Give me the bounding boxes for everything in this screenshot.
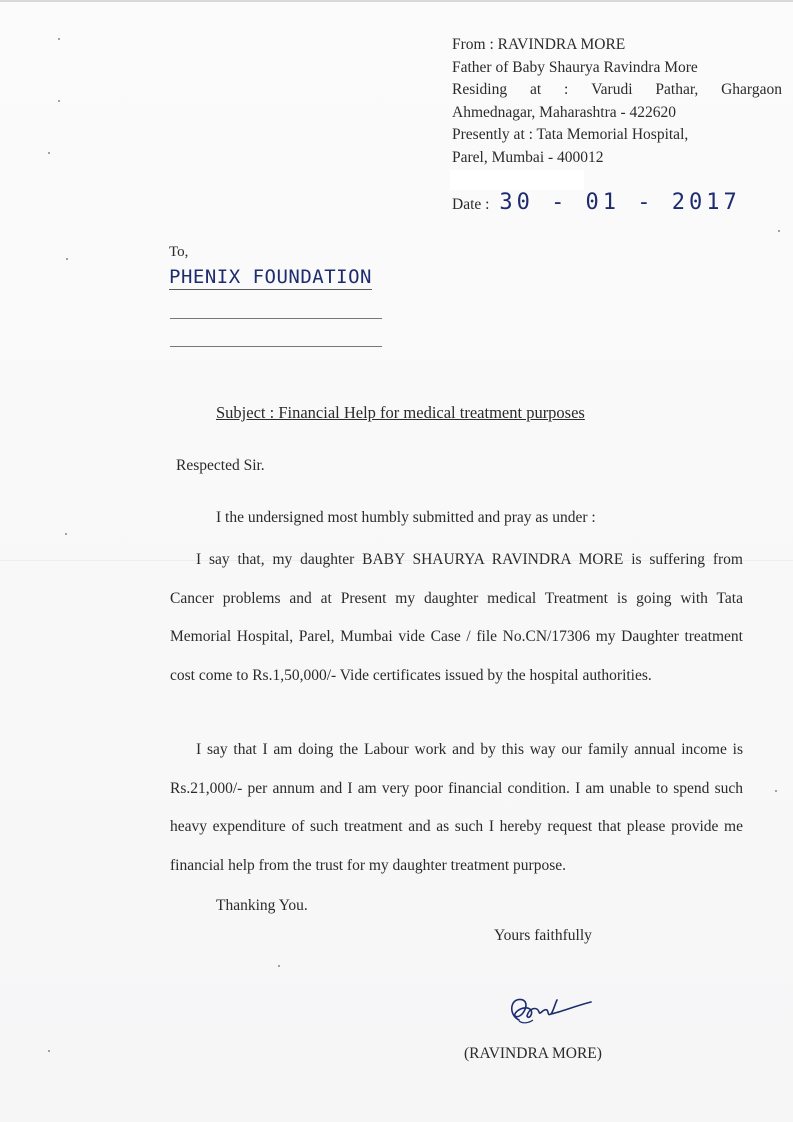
sender-residing-line [452, 79, 782, 102]
scan-speck [65, 533, 67, 535]
scan-speck [778, 230, 780, 232]
sender-presently-line: Presently at : Tata Memorial Hospital, [452, 126, 689, 143]
redacted-area [450, 170, 584, 190]
scan-speck [66, 258, 68, 260]
sender-relation-line: Father of Baby Shaurya Ravindra More [452, 58, 698, 76]
sender-address-block [452, 34, 782, 169]
recipient-blank-line [170, 346, 382, 347]
residing-word: Pathar, [655, 81, 699, 98]
intro-line: I the undersigned most humbly submitted and pray as under : [216, 509, 596, 526]
residing-word: at [529, 81, 542, 98]
residing-word: Residing [452, 81, 508, 98]
subject-line: Subject : Financial Help for medical treatment purposes [216, 403, 585, 422]
body-paragraph-1: I say that, my daughter BABY SHAURYA RAVINDRA MORE is suffering from Cancer problems and at Present my daughter medical Treatment is going with Tata Memorial Hospital, Parel, Mumbai vide Case / file No.CN/17306 my Daughter treatment cost come to Rs.1,50,000/- Vide certificates issued by the hospital authorities. [170, 551, 743, 685]
date-handwritten-value: 30 - 01 - 2017 [499, 190, 741, 215]
signatory-name: (RAVINDRA MORE) [464, 1045, 602, 1062]
sender-from-line: From : RAVINDRA MORE [452, 36, 626, 53]
recipient-blank-line [170, 318, 382, 319]
scan-speck [278, 965, 280, 967]
page-top-edge [0, 0, 793, 2]
sender-city-line: Parel, Mumbai - 400012 [452, 148, 604, 166]
closing-line: Yours faithfully [494, 927, 592, 944]
recipient-name-handwritten: PHENIX FOUNDATION [169, 266, 372, 288]
body-paragraph-2: I say that I am doing the Labour work and by this way our family annual income is Rs.21,000/- per annum and I am very poor financial condition. I am unable to spend such heavy expenditure of such treatment and as such I hereby request that please provide me financial help from the trust for my daughter treatment purpose. [170, 741, 743, 875]
scan-speck [58, 38, 60, 40]
residing-word: Ghargaon [721, 81, 782, 98]
residing-word: Varudi [591, 81, 633, 98]
recipient-to-label: To, [169, 244, 189, 260]
salutation: Respected Sir. [176, 457, 265, 474]
date-label: Date : [452, 196, 490, 213]
residing-word: : [564, 81, 569, 98]
date-line [452, 190, 741, 215]
scan-speck [775, 790, 777, 792]
scan-speck [58, 100, 60, 102]
scan-speck [48, 1050, 50, 1052]
signature-image [505, 990, 595, 1028]
scan-speck [48, 152, 50, 154]
thanks-line: Thanking You. [216, 897, 308, 914]
sender-address-line: Ahmednagar, Maharashtra - 422620 [452, 103, 677, 121]
